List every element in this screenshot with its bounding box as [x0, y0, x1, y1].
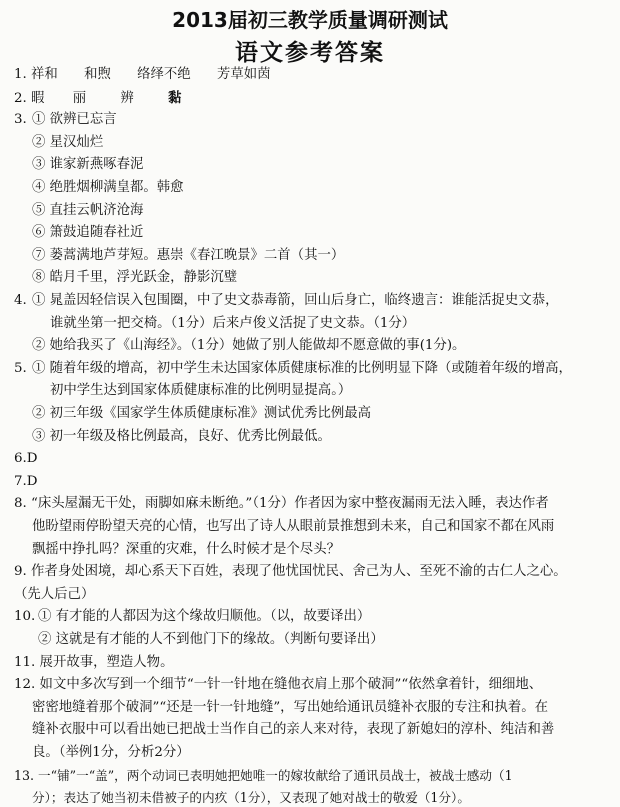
- q1-line: [14, 66, 293, 84]
- exam-title: 2013届初三教学质量调研测试: [172, 8, 448, 32]
- q10-line: ① 有才能的人都因为这个缘故归顺他。（以，故要译出）: [38, 609, 371, 625]
- q8-line: 飘摇中挣扎吗？深重的灾难，什么时候才是个尽头？: [32, 541, 340, 557]
- q7-answer: 7.D: [14, 473, 38, 489]
- q5-line: 初中学生达到国家体质健康标准的比例明显提高。）: [50, 383, 352, 399]
- q4-line: 谁就坐第一把交椅。（1分）后来卢俊义活捉了史文恭。（1分）: [50, 315, 416, 331]
- q3-item: ③ 谁家新燕啄春泥: [32, 157, 144, 173]
- q5-line: ① 随着年级的增高，初中学生未达国家体质健康标准的比例明显下降（或随着年级的增高，: [32, 360, 572, 376]
- q5-line: ② 初三年级《国家学生体质健康标准》测试优秀比例最高: [32, 406, 372, 421]
- q2-line: [14, 89, 203, 108]
- q4-line: ② 她给我买了《山海经》。（1分）她做了别人能做却不愿意做的事(1分)。: [32, 338, 466, 354]
- q1-number: 1.: [14, 67, 27, 82]
- q13-line: 13. 一“铺”一“盖”，两个动词已表明她把她唯一的嫁妆献给了通讯员战士，被战士感动（1: [14, 767, 513, 783]
- q3-item: ⑧ 皓月千里，浮光跃金，静影沉璧: [32, 270, 238, 286]
- q2-char: 黏: [168, 89, 182, 106]
- q5-number: 5.: [14, 360, 27, 376]
- q1-word: 络绎不绝: [137, 67, 191, 82]
- q3-item: ⑥ 箫鼓追随春社近: [32, 225, 144, 241]
- q2-char: 丽: [72, 90, 87, 106]
- q12-line: 缝补衣服中可以看出她已把战士当作自己的亲人来对待，表现了新媳妇的淳朴、纯洁和善: [32, 722, 555, 738]
- q12-line: 密密地缝着那个破洞”“还是一针一针地缝”，写出她给通讯员缝补衣服的专注和执着。在: [32, 699, 548, 715]
- q4-line: ① 晁盖因轻信误入包围圈，中了史文恭毒箭，回山后身亡，临终遗言：谁能活捉史文恭，: [32, 293, 559, 308]
- q10-number: 10.: [14, 609, 36, 625]
- q12-line: 良。（举例1分，分析2分）: [32, 745, 190, 760]
- q1-word: 和煦: [84, 67, 111, 82]
- answer-key-title: 语文参考答案: [235, 40, 385, 66]
- q12-line: 12. 如文中多次写到一个细节“一针一针地在缝他衣肩上那个破洞”“依然拿着针，细细地、: [14, 677, 543, 693]
- q2-char: 暇: [31, 90, 45, 106]
- q1-word: 芳草如茵: [216, 67, 271, 82]
- q3-number: 3.: [14, 112, 27, 128]
- q9-line: （先人后己）: [14, 586, 95, 602]
- q3-item: ⑤ 直挂云帆济沧海: [32, 202, 144, 218]
- q2-char: 辨: [120, 90, 134, 106]
- q10-line: ② 这就是有才能的人不到他门下的缘故。（判断句要译出）: [38, 632, 384, 647]
- q3-item: ① 欲辨已忘言: [32, 112, 117, 128]
- q3-item: ④ 绝胜烟柳满皇都。韩愈: [32, 180, 184, 195]
- q1-word: 祥和: [31, 67, 58, 82]
- q4-number: 4.: [14, 293, 27, 308]
- q2-number: 2.: [14, 90, 27, 106]
- q5-line: ③ 初一年级及格比例最高，良好、优秀比例最低。: [32, 428, 331, 444]
- q9-line: 9. 作者身处困境，却心系天下百姓，表现了他忧国忧民、舍己为人、至死不渝的古仁人之心。: [14, 564, 567, 580]
- q8-line: 他盼望雨停盼望天亮的心情，也写出了诗人从眼前景推想到未来，自己和国家不都在风雨: [32, 519, 555, 534]
- q3-item: ⑦ 蒌蒿满地芦芽短。惠崇《春江晚景》二首（其一）: [32, 247, 345, 263]
- q3-item: ② 星汉灿烂: [32, 134, 104, 150]
- q8-line: 8. “床头屋漏无干处，雨脚如麻未断绝。”（1分）作者因为家中整夜漏雨无法入睡，表达作者: [14, 496, 549, 512]
- q11-answer: 11. 展开故事，塑造人物。: [14, 654, 174, 670]
- q13-line: 分）；表达了她当初未借被子的内疚（1分），又表现了她对战士的敬爱（1分）。: [32, 790, 470, 806]
- q6-answer: 6.D: [14, 451, 38, 467]
